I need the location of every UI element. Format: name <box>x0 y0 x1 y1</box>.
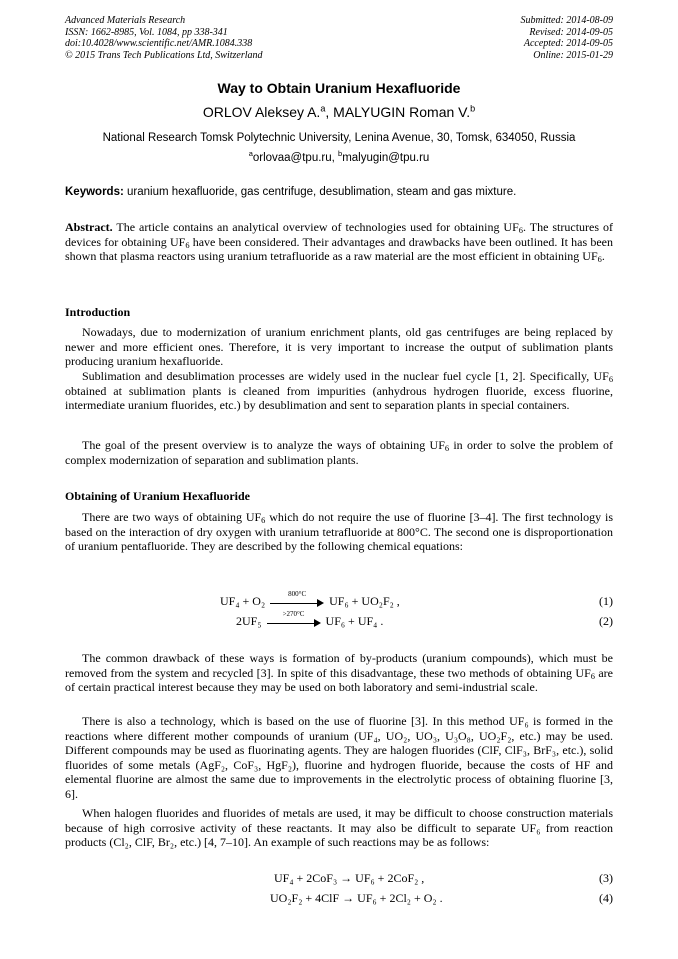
email-link[interactable]: malyugin@tpu.ru <box>342 152 430 164</box>
reaction-condition: 800°C <box>288 590 307 599</box>
abstract-text: . <box>601 249 605 264</box>
doi: doi:10.4028/www.scientific.net/AMR.1084.338 <box>65 38 253 49</box>
paragraph-text: The common drawback of these ways is formation of by-products (uranium compounds), which must be removed from the system and recycled [3]. In spite of this disadvantage, these two methods of obtaining UF <box>65 651 613 680</box>
email-link[interactable]: orlovaa@tpu.ru <box>252 152 332 164</box>
paragraph <box>65 510 613 554</box>
author-name: ORLOV Aleksey A. <box>202 104 321 120</box>
author-list <box>0 104 678 120</box>
subscript: 6 <box>444 444 450 454</box>
abstract-text: . The structures of devices for obtaining UF <box>65 220 614 249</box>
equation-rhs: UF₆ + UF₄ . <box>325 614 384 628</box>
subscript: 6 <box>185 240 190 250</box>
author-emails <box>0 149 678 164</box>
equation-number: (1) <box>599 594 613 608</box>
copyright: © 2015 Trans Tech Publications Ltd, Switzerland <box>65 49 263 61</box>
paragraph: Nowadays, due to modernization of uranium enrichment plants, old gas centrifuges are being replaced by newer and more efficient ones. Therefore, it is very important to increase the output of sublimation plants producing uranium hexafluoride. <box>65 325 613 369</box>
paragraph-text: The goal of the present overview is to analyze the ways of obtaining UF <box>82 438 445 452</box>
abstract-text: have been considered. Their advantages and drawbacks have been outlined. It has been shown that plasma reactors using uranium tetrafluoride as a raw material are the most efficient in obtaining UF <box>65 234 613 264</box>
paragraph-text: are of certain practical interest because they may be used on both laboratory and semi-industrial scale. <box>65 665 613 695</box>
reaction-arrow <box>267 610 321 627</box>
equation-1 <box>220 590 400 609</box>
paragraph-text: There are two ways of obtaining UF <box>82 510 262 524</box>
subscript: 6 <box>597 255 602 265</box>
paragraph <box>65 369 613 413</box>
subscript: 6 <box>608 375 613 385</box>
subscript: 6 <box>590 671 595 681</box>
publication-dates <box>521 15 614 61</box>
paper-title: Way to Obtain Uranium Hexafluoride <box>217 80 461 96</box>
submitted-date: Submitted: 2014-08-09 <box>520 15 613 26</box>
equation-lhs: UF₄ + O₂ <box>220 594 266 608</box>
subscript: 6 <box>518 226 523 236</box>
issn: ISSN: 1662-8985, Vol. 1084, pp 338-341 <box>65 26 228 38</box>
email-mark: b <box>338 149 343 159</box>
section-heading-introduction: Introduction <box>65 305 131 319</box>
paragraph <box>65 438 613 467</box>
journal-name: Advanced Materials Research <box>65 15 186 26</box>
equation-3: UF₄ + 2CoF₃ → UF₆ + 2CoF₂ , <box>274 871 425 885</box>
accepted-date: Accepted: 2014-09-05 <box>523 38 613 49</box>
abstract-label: Abstract. <box>65 220 113 234</box>
paragraph <box>65 651 613 695</box>
keywords-label: Keywords: <box>65 186 124 198</box>
reaction-condition: >270°C <box>282 610 305 619</box>
author-name: MALYUGIN Roman V. <box>333 104 471 120</box>
section-heading-obtaining: Obtaining of Uranium Hexafluoride <box>65 489 251 503</box>
keywords-text: uranium hexafluoride, gas centrifuge, desublimation, steam and gas mixture. <box>123 186 517 198</box>
abstract <box>65 220 613 264</box>
paragraph-text: Sublimation and desublimation processes are widely used in the nuclear fuel cycle [1, 2]. Specifically, UF <box>82 369 609 383</box>
paragraph-text: which do not require the use of fluorine [3–4]. The first technology is based on the interaction of dry oxygen with uranium tetrafluoride at 800°C. The second one is disproportionation of uranium pentafluoride. They are described by the following chemical equations: <box>65 510 614 554</box>
paragraph-text: obtained at sublimation plants is cleaned from impurities (anhydrous hydrogen fluoride, excess fluorine, intermediate uranium fluorides, etc.) by desublimation and sent to separation plants in special containers. <box>65 383 613 413</box>
abstract-text: The article contains an analytical overview of technologies used for obtaining UF <box>112 220 519 234</box>
equation-number: (2) <box>599 614 613 628</box>
equation-number: (3) <box>599 871 613 885</box>
subscript: 6 <box>261 516 266 526</box>
author-separator: , <box>325 104 334 120</box>
equation-number: (4) <box>599 891 613 905</box>
equation-rhs: UF₆ + UO₂F₂ , <box>329 594 400 608</box>
affiliation: National Research Tomsk Polytechnic University, Lenina Avenue, 30, Tomsk, 634050, Russia <box>102 132 576 144</box>
paragraph: When halogen fluorides and fluorides of metals are used, it may be difficult to choose construction materials because of high corrosive activity of these reactants. It may also be difficult to separate UF₆ from reaction products (Cl₂, ClF, Br₂, etc.) [4, 7–10]. An example of such reactions may be as follows: <box>65 806 613 850</box>
equation-lhs: 2UF₅ <box>236 614 262 628</box>
keywords <box>65 186 615 198</box>
paragraph: There is also a technology, which is based on the use of fluorine [3]. In this method UF₆ is formed in the reactions where different mother compounds of uranium (UF₄, UO₂, UO₃, U₃O₈, UO₂F₂, etc.) may be used. Different compounds may be used as fluorinating agents. They are halogen fluorides (ClF, ClF₃, BrF₃, etc.), solid fluorides of some metals (AgF₂, CoF₃, HgF₂), fluorine and hydrogen fluoride, because the costs of HF and elemental fluorine are almost the same due to improvements in the electrolytic process of obtaining fluorine [3, 6]. <box>65 714 613 801</box>
equation-2 <box>236 610 384 629</box>
online-date: Online: 2015-01-29 <box>533 49 613 61</box>
affiliation-mark: a <box>320 103 326 114</box>
email-separator: , <box>331 152 339 164</box>
revised-date: Revised: 2014-09-05 <box>529 26 613 38</box>
equation-4: UO₂F₂ + 4ClF → UF₆ + 2Cl₂ + O₂ . <box>270 891 443 905</box>
paragraph-text: in order to solve the problem of complex modernization of separation and sublimation plants. <box>65 438 613 467</box>
affiliation-mark: b <box>470 103 476 114</box>
email-mark: a <box>248 149 253 159</box>
reaction-arrow <box>270 590 324 607</box>
journal-info <box>65 15 263 61</box>
